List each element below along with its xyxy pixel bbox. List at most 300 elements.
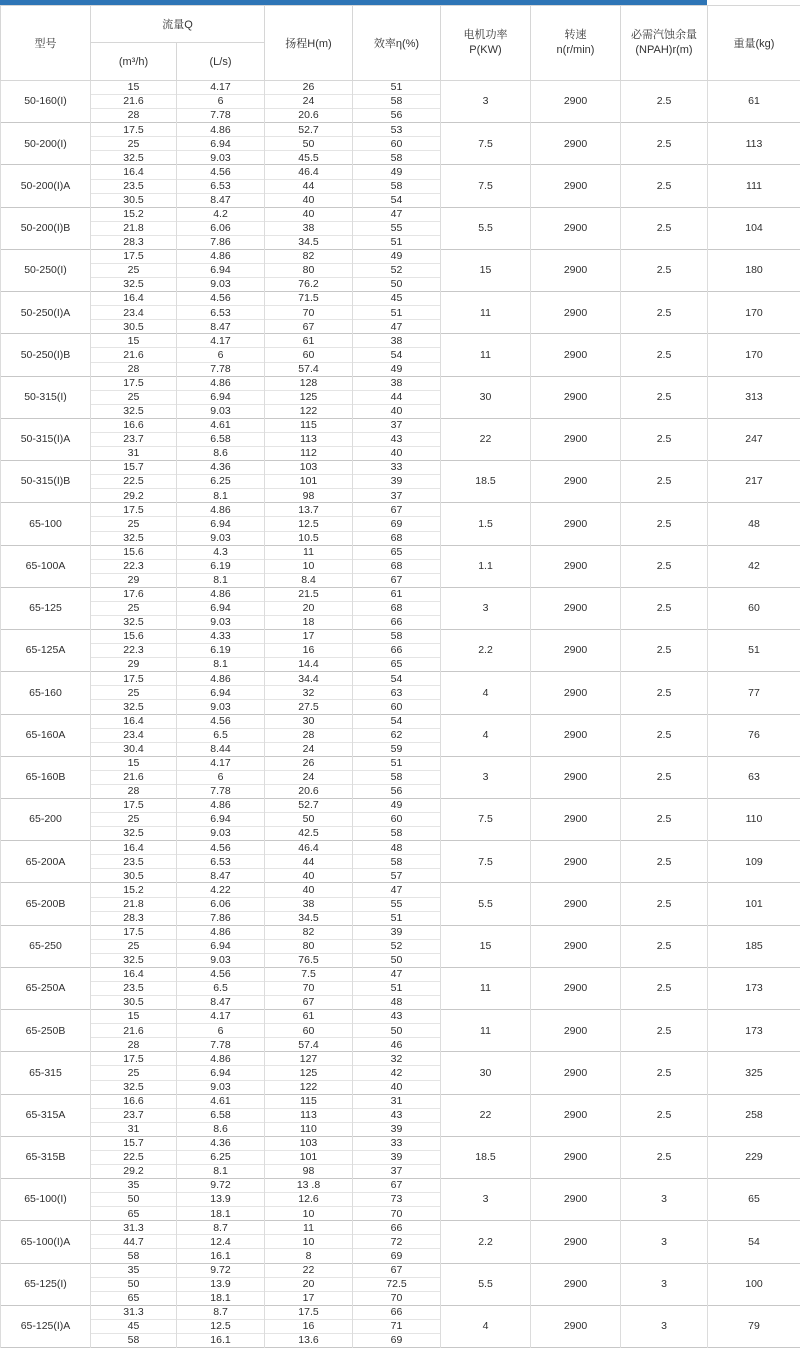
speed-cell: 2900 (531, 672, 621, 714)
efficiency-cell: 51 (353, 235, 441, 249)
model-cell: 65-315A (1, 1094, 91, 1136)
efficiency-cell: 50 (353, 278, 441, 292)
flow-m3h-cell: 23.7 (91, 1108, 177, 1122)
efficiency-cell: 71 (353, 1319, 441, 1333)
power-cell: 5.5 (441, 207, 531, 249)
npsh-cell: 2.5 (621, 883, 708, 925)
header-head: 扬程H(m) (265, 6, 353, 81)
weight-cell: 48 (708, 503, 800, 545)
efficiency-cell: 51 (353, 911, 441, 925)
head-cell: 8 (265, 1249, 353, 1263)
table-row (1, 1136, 800, 1150)
power-cell: 3 (441, 1179, 531, 1221)
efficiency-cell: 37 (353, 489, 441, 503)
flow-ls-cell: 4.61 (177, 418, 265, 432)
flow-m3h-cell: 16.4 (91, 165, 177, 179)
efficiency-cell: 55 (353, 221, 441, 235)
table-row (1, 461, 800, 475)
npsh-cell: 2.5 (621, 1094, 708, 1136)
speed-cell: 2900 (531, 461, 621, 503)
flow-ls-cell: 9.03 (177, 827, 265, 841)
flow-ls-cell: 6.94 (177, 1066, 265, 1080)
efficiency-cell: 70 (353, 1291, 441, 1305)
header-flow-m3h: (m³/h) (91, 43, 177, 81)
head-cell: 103 (265, 461, 353, 475)
head-cell: 113 (265, 432, 353, 446)
speed-cell: 2900 (531, 207, 621, 249)
head-cell: 12.5 (265, 517, 353, 531)
power-cell: 2.2 (441, 630, 531, 672)
npsh-cell: 2.5 (621, 841, 708, 883)
weight-cell: 60 (708, 587, 800, 629)
flow-m3h-cell: 32.5 (91, 953, 177, 967)
head-cell: 30 (265, 714, 353, 728)
model-cell: 65-100(I)A (1, 1221, 91, 1263)
power-cell: 3 (441, 587, 531, 629)
head-cell: 40 (265, 193, 353, 207)
flow-m3h-cell: 15 (91, 756, 177, 770)
head-cell: 125 (265, 390, 353, 404)
flow-m3h-cell: 31 (91, 1122, 177, 1136)
power-cell: 22 (441, 1094, 531, 1136)
speed-cell: 2900 (531, 334, 621, 376)
speed-cell: 2900 (531, 841, 621, 883)
weight-cell: 217 (708, 461, 800, 503)
efficiency-cell: 51 (353, 306, 441, 320)
head-cell: 13.7 (265, 503, 353, 517)
efficiency-cell: 58 (353, 770, 441, 784)
weight-cell: 173 (708, 967, 800, 1009)
head-cell: 8.4 (265, 573, 353, 587)
efficiency-cell: 51 (353, 81, 441, 95)
model-cell: 50-200(I)A (1, 165, 91, 207)
head-cell: 44 (265, 855, 353, 869)
flow-m3h-cell: 23.5 (91, 855, 177, 869)
flow-m3h-cell: 28 (91, 784, 177, 798)
head-cell: 26 (265, 81, 353, 95)
speed-cell: 2900 (531, 925, 621, 967)
flow-m3h-cell: 32.5 (91, 151, 177, 165)
speed-cell: 2900 (531, 1094, 621, 1136)
head-cell: 7.5 (265, 967, 353, 981)
head-cell: 16 (265, 1319, 353, 1333)
model-cell: 65-250A (1, 967, 91, 1009)
flow-m3h-cell: 17.5 (91, 123, 177, 137)
flow-m3h-cell: 17.5 (91, 503, 177, 517)
flow-m3h-cell: 15.6 (91, 545, 177, 559)
head-cell: 10 (265, 559, 353, 573)
speed-cell: 2900 (531, 376, 621, 418)
flow-ls-cell: 4.56 (177, 292, 265, 306)
flow-m3h-cell: 15.7 (91, 1136, 177, 1150)
weight-cell: 104 (708, 207, 800, 249)
flow-ls-cell: 6 (177, 348, 265, 362)
head-cell: 115 (265, 1094, 353, 1108)
model-cell: 65-200B (1, 883, 91, 925)
head-cell: 10.5 (265, 531, 353, 545)
flow-m3h-cell: 17.5 (91, 798, 177, 812)
power-cell: 4 (441, 672, 531, 714)
flow-m3h-cell: 25 (91, 601, 177, 615)
flow-m3h-cell: 25 (91, 939, 177, 953)
efficiency-cell: 72 (353, 1235, 441, 1249)
head-cell: 20.6 (265, 784, 353, 798)
efficiency-cell: 40 (353, 404, 441, 418)
head-cell: 52.7 (265, 123, 353, 137)
npsh-cell: 3 (621, 1263, 708, 1305)
table-row (1, 630, 800, 644)
table-row (1, 1263, 800, 1277)
head-cell: 128 (265, 376, 353, 390)
table-row (1, 249, 800, 263)
weight-cell: 111 (708, 165, 800, 207)
efficiency-cell: 43 (353, 432, 441, 446)
flow-m3h-cell: 21.6 (91, 348, 177, 362)
efficiency-cell: 48 (353, 841, 441, 855)
efficiency-cell: 58 (353, 151, 441, 165)
efficiency-cell: 31 (353, 1094, 441, 1108)
flow-m3h-cell: 22.5 (91, 1150, 177, 1164)
head-cell: 10 (265, 1207, 353, 1221)
flow-m3h-cell: 16.4 (91, 841, 177, 855)
weight-cell: 109 (708, 841, 800, 883)
efficiency-cell: 59 (353, 742, 441, 756)
flow-ls-cell: 6.5 (177, 982, 265, 996)
flow-m3h-cell: 25 (91, 1066, 177, 1080)
weight-cell: 100 (708, 1263, 800, 1305)
flow-ls-cell: 6.94 (177, 137, 265, 151)
table-row (1, 967, 800, 981)
flow-m3h-cell: 15 (91, 81, 177, 95)
efficiency-cell: 39 (353, 475, 441, 489)
power-cell: 15 (441, 925, 531, 967)
model-cell: 65-160B (1, 756, 91, 798)
flow-m3h-cell: 16.6 (91, 418, 177, 432)
flow-m3h-cell: 44.7 (91, 1235, 177, 1249)
flow-ls-cell: 6.94 (177, 601, 265, 615)
efficiency-cell: 68 (353, 559, 441, 573)
efficiency-cell: 57 (353, 869, 441, 883)
speed-cell: 2900 (531, 81, 621, 123)
efficiency-cell: 54 (353, 348, 441, 362)
head-cell: 22 (265, 1263, 353, 1277)
power-cell: 30 (441, 376, 531, 418)
npsh-cell: 3 (621, 1179, 708, 1221)
efficiency-cell: 61 (353, 587, 441, 601)
flow-m3h-cell: 22.5 (91, 475, 177, 489)
npsh-cell: 2.5 (621, 967, 708, 1009)
npsh-cell: 2.5 (621, 249, 708, 291)
flow-m3h-cell: 30.5 (91, 193, 177, 207)
header-power-line2: P(KW) (441, 43, 530, 58)
flow-m3h-cell: 65 (91, 1291, 177, 1305)
flow-m3h-cell: 28 (91, 109, 177, 123)
head-cell: 46.4 (265, 165, 353, 179)
efficiency-cell: 47 (353, 320, 441, 334)
flow-m3h-cell: 30.5 (91, 996, 177, 1010)
power-cell: 5.5 (441, 1263, 531, 1305)
header-model: 型号 (1, 6, 91, 81)
weight-cell: 42 (708, 545, 800, 587)
flow-m3h-cell: 32.5 (91, 531, 177, 545)
head-cell: 24 (265, 742, 353, 756)
head-cell: 18 (265, 615, 353, 629)
speed-cell: 2900 (531, 292, 621, 334)
table-body (1, 81, 800, 1348)
flow-m3h-cell: 32.5 (91, 278, 177, 292)
header-weight: 重量(kg) (708, 6, 800, 81)
npsh-cell: 2.5 (621, 376, 708, 418)
efficiency-cell: 56 (353, 109, 441, 123)
flow-ls-cell: 9.03 (177, 278, 265, 292)
head-cell: 57.4 (265, 362, 353, 376)
efficiency-cell: 40 (353, 1080, 441, 1094)
flow-ls-cell: 9.03 (177, 531, 265, 545)
head-cell: 26 (265, 756, 353, 770)
head-cell: 110 (265, 1122, 353, 1136)
flow-m3h-cell: 32.5 (91, 615, 177, 629)
speed-cell: 2900 (531, 1136, 621, 1178)
weight-cell: 113 (708, 123, 800, 165)
npsh-cell: 2.5 (621, 1136, 708, 1178)
weight-cell: 258 (708, 1094, 800, 1136)
efficiency-cell: 51 (353, 756, 441, 770)
head-cell: 122 (265, 1080, 353, 1094)
head-cell: 32 (265, 686, 353, 700)
weight-cell: 54 (708, 1221, 800, 1263)
speed-cell: 2900 (531, 418, 621, 460)
flow-ls-cell: 9.03 (177, 615, 265, 629)
flow-m3h-cell: 25 (91, 264, 177, 278)
flow-m3h-cell: 32.5 (91, 404, 177, 418)
flow-ls-cell: 9.03 (177, 404, 265, 418)
speed-cell: 2900 (531, 883, 621, 925)
npsh-cell: 3 (621, 1305, 708, 1347)
flow-m3h-cell: 17.5 (91, 925, 177, 939)
head-cell: 12.6 (265, 1193, 353, 1207)
efficiency-cell: 60 (353, 700, 441, 714)
npsh-cell: 2.5 (621, 123, 708, 165)
head-cell: 52.7 (265, 798, 353, 812)
efficiency-cell: 49 (353, 362, 441, 376)
table-row (1, 81, 800, 95)
head-cell: 71.5 (265, 292, 353, 306)
head-cell: 17 (265, 630, 353, 644)
power-cell: 2.2 (441, 1221, 531, 1263)
efficiency-cell: 49 (353, 249, 441, 263)
flow-m3h-cell: 32.5 (91, 1080, 177, 1094)
flow-ls-cell: 13.9 (177, 1277, 265, 1291)
flow-m3h-cell: 16.6 (91, 1094, 177, 1108)
efficiency-cell: 47 (353, 967, 441, 981)
speed-cell: 2900 (531, 756, 621, 798)
flow-ls-cell: 6 (177, 770, 265, 784)
head-cell: 40 (265, 207, 353, 221)
flow-ls-cell: 6 (177, 1024, 265, 1038)
head-cell: 38 (265, 221, 353, 235)
flow-ls-cell: 4.56 (177, 967, 265, 981)
efficiency-cell: 73 (353, 1193, 441, 1207)
efficiency-cell: 47 (353, 883, 441, 897)
model-cell: 50-200(I) (1, 123, 91, 165)
power-cell: 18.5 (441, 1136, 531, 1178)
table-row (1, 503, 800, 517)
flow-ls-cell: 6.06 (177, 221, 265, 235)
head-cell: 45.5 (265, 151, 353, 165)
npsh-cell: 2.5 (621, 418, 708, 460)
head-cell: 21.5 (265, 587, 353, 601)
flow-m3h-cell: 31 (91, 447, 177, 461)
efficiency-cell: 67 (353, 503, 441, 517)
head-cell: 34.5 (265, 235, 353, 249)
efficiency-cell: 58 (353, 179, 441, 193)
model-cell: 65-200 (1, 798, 91, 840)
table-row (1, 545, 800, 559)
npsh-cell: 2.5 (621, 714, 708, 756)
table-row (1, 1179, 800, 1193)
flow-m3h-cell: 16.4 (91, 967, 177, 981)
head-cell: 61 (265, 1010, 353, 1024)
efficiency-cell: 66 (353, 1221, 441, 1235)
efficiency-cell: 58 (353, 95, 441, 109)
head-cell: 17.5 (265, 1305, 353, 1319)
head-cell: 50 (265, 137, 353, 151)
flow-m3h-cell: 21.8 (91, 897, 177, 911)
flow-ls-cell: 6.19 (177, 559, 265, 573)
efficiency-cell: 54 (353, 714, 441, 728)
flow-ls-cell: 12.5 (177, 1319, 265, 1333)
efficiency-cell: 55 (353, 897, 441, 911)
model-cell: 65-250B (1, 1010, 91, 1052)
model-cell: 50-250(I)A (1, 292, 91, 334)
efficiency-cell: 49 (353, 798, 441, 812)
head-cell: 14.4 (265, 658, 353, 672)
table-row (1, 841, 800, 855)
flow-m3h-cell: 30.4 (91, 742, 177, 756)
speed-cell: 2900 (531, 123, 621, 165)
efficiency-cell: 69 (353, 1249, 441, 1263)
table-row (1, 123, 800, 137)
flow-m3h-cell: 23.5 (91, 179, 177, 193)
speed-cell: 2900 (531, 1010, 621, 1052)
head-cell: 24 (265, 770, 353, 784)
efficiency-cell: 58 (353, 827, 441, 841)
flow-m3h-cell: 15.2 (91, 207, 177, 221)
flow-ls-cell: 8.1 (177, 658, 265, 672)
table-row (1, 587, 800, 601)
head-cell: 34.5 (265, 911, 353, 925)
model-cell: 65-100 (1, 503, 91, 545)
efficiency-cell: 63 (353, 686, 441, 700)
efficiency-cell: 39 (353, 925, 441, 939)
flow-ls-cell: 4.86 (177, 123, 265, 137)
npsh-cell: 2.5 (621, 503, 708, 545)
flow-ls-cell: 4.86 (177, 503, 265, 517)
efficiency-cell: 43 (353, 1010, 441, 1024)
head-cell: 67 (265, 996, 353, 1010)
flow-ls-cell: 7.78 (177, 362, 265, 376)
weight-cell: 51 (708, 630, 800, 672)
flow-ls-cell: 9.03 (177, 1080, 265, 1094)
efficiency-cell: 68 (353, 531, 441, 545)
flow-m3h-cell: 58 (91, 1249, 177, 1263)
flow-ls-cell: 4.36 (177, 461, 265, 475)
flow-ls-cell: 4.86 (177, 376, 265, 390)
table-row (1, 925, 800, 939)
head-cell: 82 (265, 925, 353, 939)
head-cell: 70 (265, 306, 353, 320)
npsh-cell: 2.5 (621, 207, 708, 249)
flow-m3h-cell: 15 (91, 334, 177, 348)
flow-m3h-cell: 28.3 (91, 911, 177, 925)
flow-ls-cell: 9.03 (177, 953, 265, 967)
head-cell: 98 (265, 1165, 353, 1179)
speed-cell: 2900 (531, 545, 621, 587)
head-cell: 76.2 (265, 278, 353, 292)
power-cell: 7.5 (441, 123, 531, 165)
weight-cell: 325 (708, 1052, 800, 1094)
head-cell: 34.4 (265, 672, 353, 686)
header-efficiency: 效率η(%) (353, 6, 441, 81)
power-cell: 22 (441, 418, 531, 460)
flow-ls-cell: 8.1 (177, 1165, 265, 1179)
flow-ls-cell: 6.94 (177, 390, 265, 404)
efficiency-cell: 46 (353, 1038, 441, 1052)
flow-ls-cell: 4.36 (177, 1136, 265, 1150)
flow-ls-cell: 4.86 (177, 672, 265, 686)
efficiency-cell: 58 (353, 855, 441, 869)
head-cell: 20 (265, 601, 353, 615)
flow-m3h-cell: 15.6 (91, 630, 177, 644)
model-cell: 50-200(I)B (1, 207, 91, 249)
flow-m3h-cell: 17.5 (91, 672, 177, 686)
npsh-cell: 2.5 (621, 798, 708, 840)
table-row (1, 1094, 800, 1108)
model-cell: 65-125 (1, 587, 91, 629)
flow-m3h-cell: 23.7 (91, 432, 177, 446)
head-cell: 80 (265, 939, 353, 953)
flow-m3h-cell: 25 (91, 686, 177, 700)
flow-m3h-cell: 17.5 (91, 376, 177, 390)
npsh-cell: 2.5 (621, 545, 708, 587)
weight-cell: 313 (708, 376, 800, 418)
head-cell: 115 (265, 418, 353, 432)
table-header (1, 6, 800, 81)
head-cell: 13 .8 (265, 1179, 353, 1193)
power-cell: 11 (441, 334, 531, 376)
head-cell: 42.5 (265, 827, 353, 841)
table-row (1, 418, 800, 432)
efficiency-cell: 60 (353, 813, 441, 827)
flow-ls-cell: 6.58 (177, 432, 265, 446)
flow-ls-cell: 6.25 (177, 475, 265, 489)
efficiency-cell: 62 (353, 728, 441, 742)
flow-ls-cell: 4.17 (177, 334, 265, 348)
speed-cell: 2900 (531, 587, 621, 629)
head-cell: 46.4 (265, 841, 353, 855)
speed-cell: 2900 (531, 1179, 621, 1221)
flow-m3h-cell: 23.4 (91, 306, 177, 320)
flow-ls-cell: 4.86 (177, 925, 265, 939)
power-cell: 30 (441, 1052, 531, 1094)
head-cell: 40 (265, 869, 353, 883)
table-row (1, 756, 800, 770)
model-cell: 50-250(I) (1, 249, 91, 291)
model-cell: 50-315(I) (1, 376, 91, 418)
model-cell: 65-125(I)A (1, 1305, 91, 1347)
head-cell: 98 (265, 489, 353, 503)
flow-m3h-cell: 50 (91, 1277, 177, 1291)
